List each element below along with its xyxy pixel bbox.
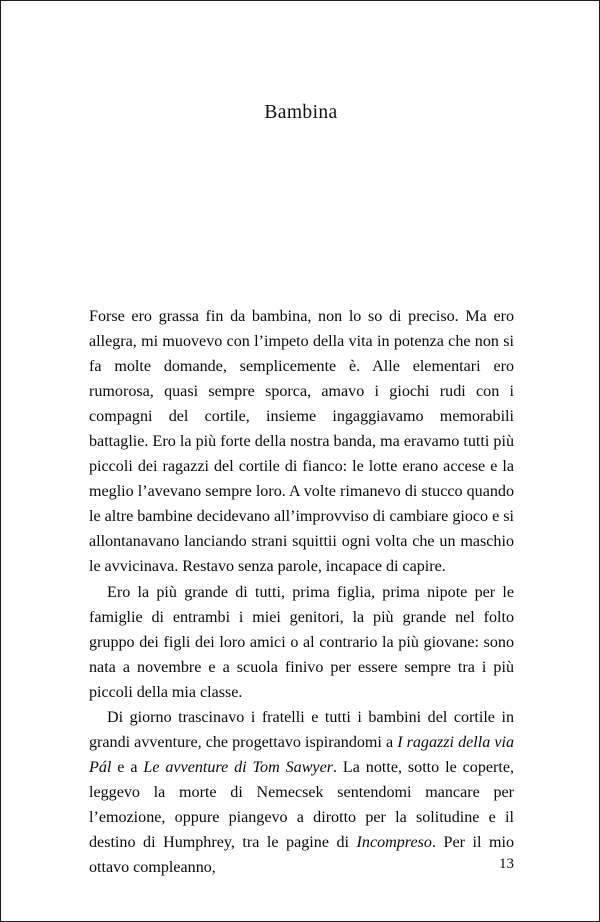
book-title-italic: I ragazzi della via Pál	[89, 733, 514, 776]
book-title-italic: Incompreso	[356, 833, 432, 851]
paragraph: Di giorno trascinavo i fratelli e tutti i bambini del cortile in grandi avventure, che progettavo ispirandomi a I ragazzi della via Pál e a Le avventure di Tom Sawyer. La notte, sotto le coperte, leggevo la morte di Nemecsek sentendomi mancare per l’emozione, oppure piangevo a dirotto per la solitudine e il destino di Humphrey, tra le pagine di Incompreso. Per il mio ottavo compleanno,	[89, 708, 515, 877]
paragraph: Ero la più grande di tutti, prima figlia, prima nipote per le famiglie di entrambi i miei genitori, la più grande nel folto gruppo dei figli dei loro amici o al contrario la più giovane: sono nata a novembre e a scuola finivo per essere sempre tra i più piccoli della mia classe.	[89, 583, 514, 701]
page-number: 13	[499, 856, 514, 872]
paragraph: Forse ero grassa fin da bambina, non lo so di preciso. Ma ero allegra, mi muovevo con l’impeto della vita in potenza che non si fa molte domande, semplicemente è. Alle elementari ero rumorosa, quasi sempre sporca, amavo i giochi rudi con i compagni del cortile, insieme ingaggiavamo memorabili battaglie. Ero la più forte della nostra banda, ma eravamo tutti più piccoli dei ragazzi del cortile di fianco: le lotte erano accese e la meglio l’avevano sempre loro. A volte rimanevo di stucco quando le altre bambine decidevano all’improvviso di cambiare gioco e si allontanavano lanciando strani squittii ogni volta che un maschio le avvicinava. Restavo senza parole, incapace di capire.	[89, 308, 514, 576]
chapter-title: Bambina	[264, 102, 338, 124]
book-title-italic: Le avventure di Tom Sawyer	[143, 758, 333, 776]
body-text-block	[89, 304, 514, 880]
